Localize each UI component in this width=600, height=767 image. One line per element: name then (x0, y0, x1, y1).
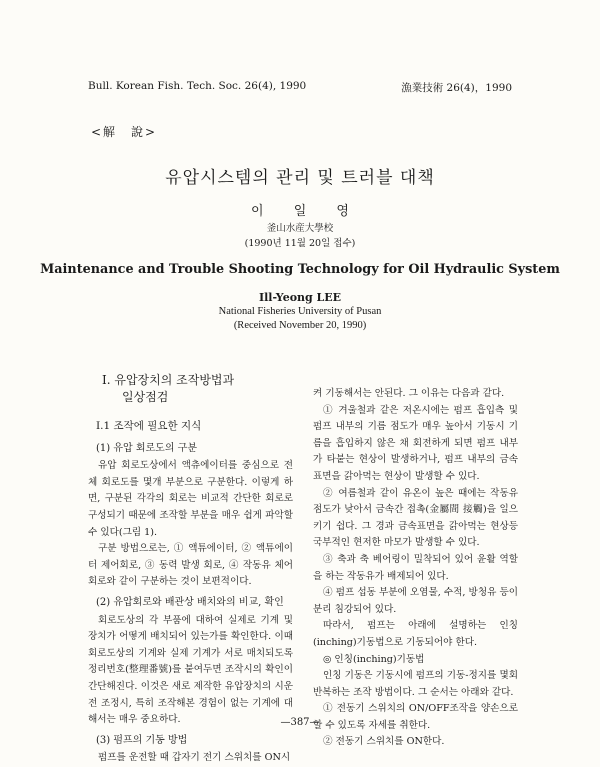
left-column (88, 372, 293, 767)
list-item: ① 겨울철과 같은 저온시에는 펌프 흡입측 및 펌프 내부의 기름 점도가 매우 높아서 기동시 기름을 흡입하지 않은 채 회전하게 되면 펌프 내부가 타붙는 현상이 발생하거나, 펌프 내부의 금속표면을 갉아먹는 현상이 발생할 수 있다. (313, 404, 518, 482)
paragraph: 회로도상의 각 부품에 대하여 실제로 기계 및 장치가 어떻게 배치되어 있는가를 확인한다. 이때 회로도상의 기계와 실제 기계가 서로 매치되도록 정리번호(整理番號)를 붙여두면 조작시의 확인이 간단해진다. 이것은 새로 제작한 유압장치의 시운전 조정시, 특히 조작해본 경험이 없는 기계에 대해서는 매우 중요하다. (88, 614, 293, 726)
page-number: —387— (280, 717, 320, 728)
subheading-circuit-division: (1) 유압 회로도의 구분 (96, 442, 197, 454)
paragraph: 켜 기동해서는 안된다. 그 이유는 다음과 같다. (313, 388, 505, 399)
journal-citation-en: Bull. Korean Fish. Tech. Soc. 26(4), 1990 (88, 80, 307, 92)
affiliation-english: National Fisheries University of Pusan (218, 306, 382, 317)
subheading-circuit-layout: (2) 유압회로와 배관상 배치와의 비교, 확인 (96, 596, 284, 608)
paragraph: 유압 회로도상에서 액츄에이터를 중심으로 전체 회로도를 몇개 부분으로 구분한다. 이렇게 하면, 구분된 각각의 회로는 비교적 간단한 회로로 구성되기 때문에 조작할 부분을 매우 쉽게 파악할 수 있다(그림 1). (88, 460, 293, 538)
received-date-korean: (1990년 11월 20일 접수) (244, 238, 356, 249)
subheading-pump-start: (3) 펌프의 기동 방법 (96, 734, 188, 746)
method-heading: ◎ 인칭(inching)기동법 (323, 653, 425, 665)
paragraph: 따라서, 펌프는 아래에 설명하는 인칭(inching)기동법으로 기동되어야 한다. (313, 620, 518, 648)
paragraph: 인칭 기동은 기동시에 펌프의 기동-정지를 몇회 반복하는 조작 방법이다. 그 순서는 아래와 같다. (313, 670, 518, 698)
section-heading-1: Ⅰ. 유압장치의 조작방법과 (102, 373, 235, 387)
subsection-heading-1-1: Ⅰ.1 조작에 필요한 지식 (96, 420, 202, 432)
list-item: ② 여름철과 같이 유온이 높은 때에는 작동유 점도가 낮아서 금속간 접촉(金屬間 接觸)을 일으키기 쉽다. 그 경과 금속표면을 갉아먹는 현상등 국부적인 현저한 마모가 발생할 수 있다. (313, 487, 518, 549)
title-english: Maintenance and Trouble Shooting Technology for Oil Hydraulic System (40, 262, 560, 277)
section-heading-1-cont: 일상점검 (122, 390, 169, 404)
title-korean: 유압시스템의 관리 및 트러블 대책 (165, 168, 435, 188)
list-item: ④ 펌프 섭동 부분에 오염물, 수적, 방청유 등이 분리 침강되어 있다. (313, 587, 518, 615)
list-item: ① 전동기 스위치의 ON/OFF조작을 양손으로 할 수 있도록 자세를 취한다. (313, 703, 518, 731)
author-english: Ill-Yeong LEE (258, 291, 342, 304)
author-korean: 이 일 영 (251, 204, 349, 219)
right-column (313, 386, 518, 751)
list-item: ③ 축과 축 베어링이 밀착되어 있어 윤활 역할을 하는 작동유가 배제되어 있다. (313, 553, 518, 582)
section-tag: <解 說> (91, 125, 158, 139)
journal-citation-ko: 漁業技術 26(4)，1990 (401, 82, 512, 94)
list-item: ② 전동기 스위치를 ON한다. (323, 736, 445, 748)
affiliation-korean: 釜山水産大學校 (266, 223, 334, 234)
paragraph: 펌프를 운전할 때 갑자기 전기 스위치를 ON시 (98, 752, 291, 764)
received-date-english: (Received November 20, 1990) (233, 320, 367, 331)
paragraph: 구분 방법으로는, ① 액튜에이터, ② 액튜에이터 제어회로, ③ 동력 발생 회로, ④ 작동유 체어 회로와 같이 구분하는 것이 보편적이다. (88, 543, 293, 588)
